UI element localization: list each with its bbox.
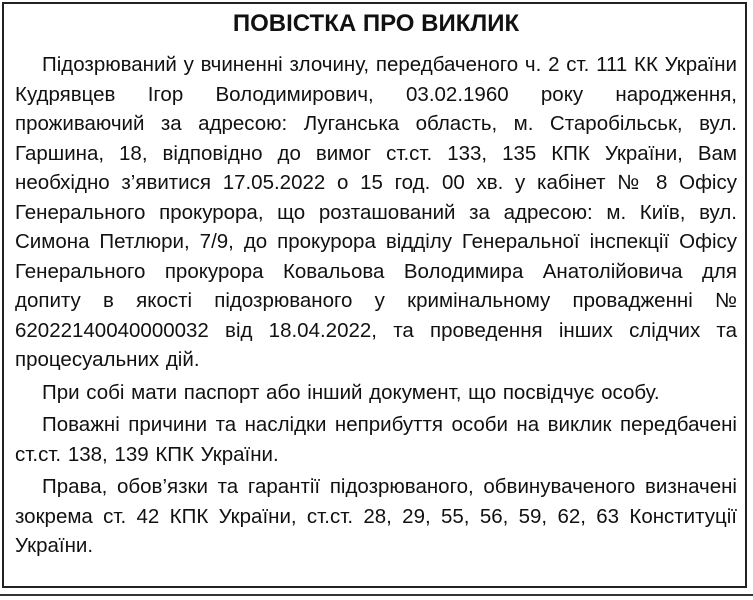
notice-paragraph-consequences: Поважні причини та наслідки неприбуття особи на виклик передбачені ст.ст. 138, 139 КПК України. xyxy=(15,413,737,466)
notice-paragraph-documents: При собі мати паспорт або інший документ, що посвідчує особу. xyxy=(42,380,660,404)
notice-paragraph-summons: Підозрюваний у вчиненні злочину, передбаченого ч. 2 ст. 111 КК України Кудрявцев Ігор Володимирович, 03.02.1960 року народження, проживаючий за адресою: Луганська область, м. Старобільськ, вул. Гаршина, 18, відповідно до вимог ст.ст. 133, 135 КПК України, Вам необхідно з’явитися 17.05.2022 о 15 год. 00 хв. у кабінет № 8 Офісу Генерального прокурора, що розташований за адресою: м. Київ, вул. Симона Петлюри, 7/9, до прокурора відділу Генеральної інспекції Офісу Генерального прокурора Ковальова Володимира Анатолійовича для допиту в якості підозрюваного у кримінальному провадженні № 62022140040000032 від 18.04.2022, та проведення інших слідчих та процесуальних дій. xyxy=(15,53,737,371)
summons-notice xyxy=(2,2,747,588)
bottom-divider xyxy=(0,594,753,596)
notice-title: ПОВІСТКА ПРО ВИКЛИК xyxy=(232,10,520,37)
notice-paragraph-rights: Права, обов’язки та гарантії підозрюваного, обвинуваченого визначені зокрема ст. 42 КПК України, ст.ст. 28, 29, 55, 56, 59, 62, 63 Конституції України. xyxy=(15,475,737,557)
